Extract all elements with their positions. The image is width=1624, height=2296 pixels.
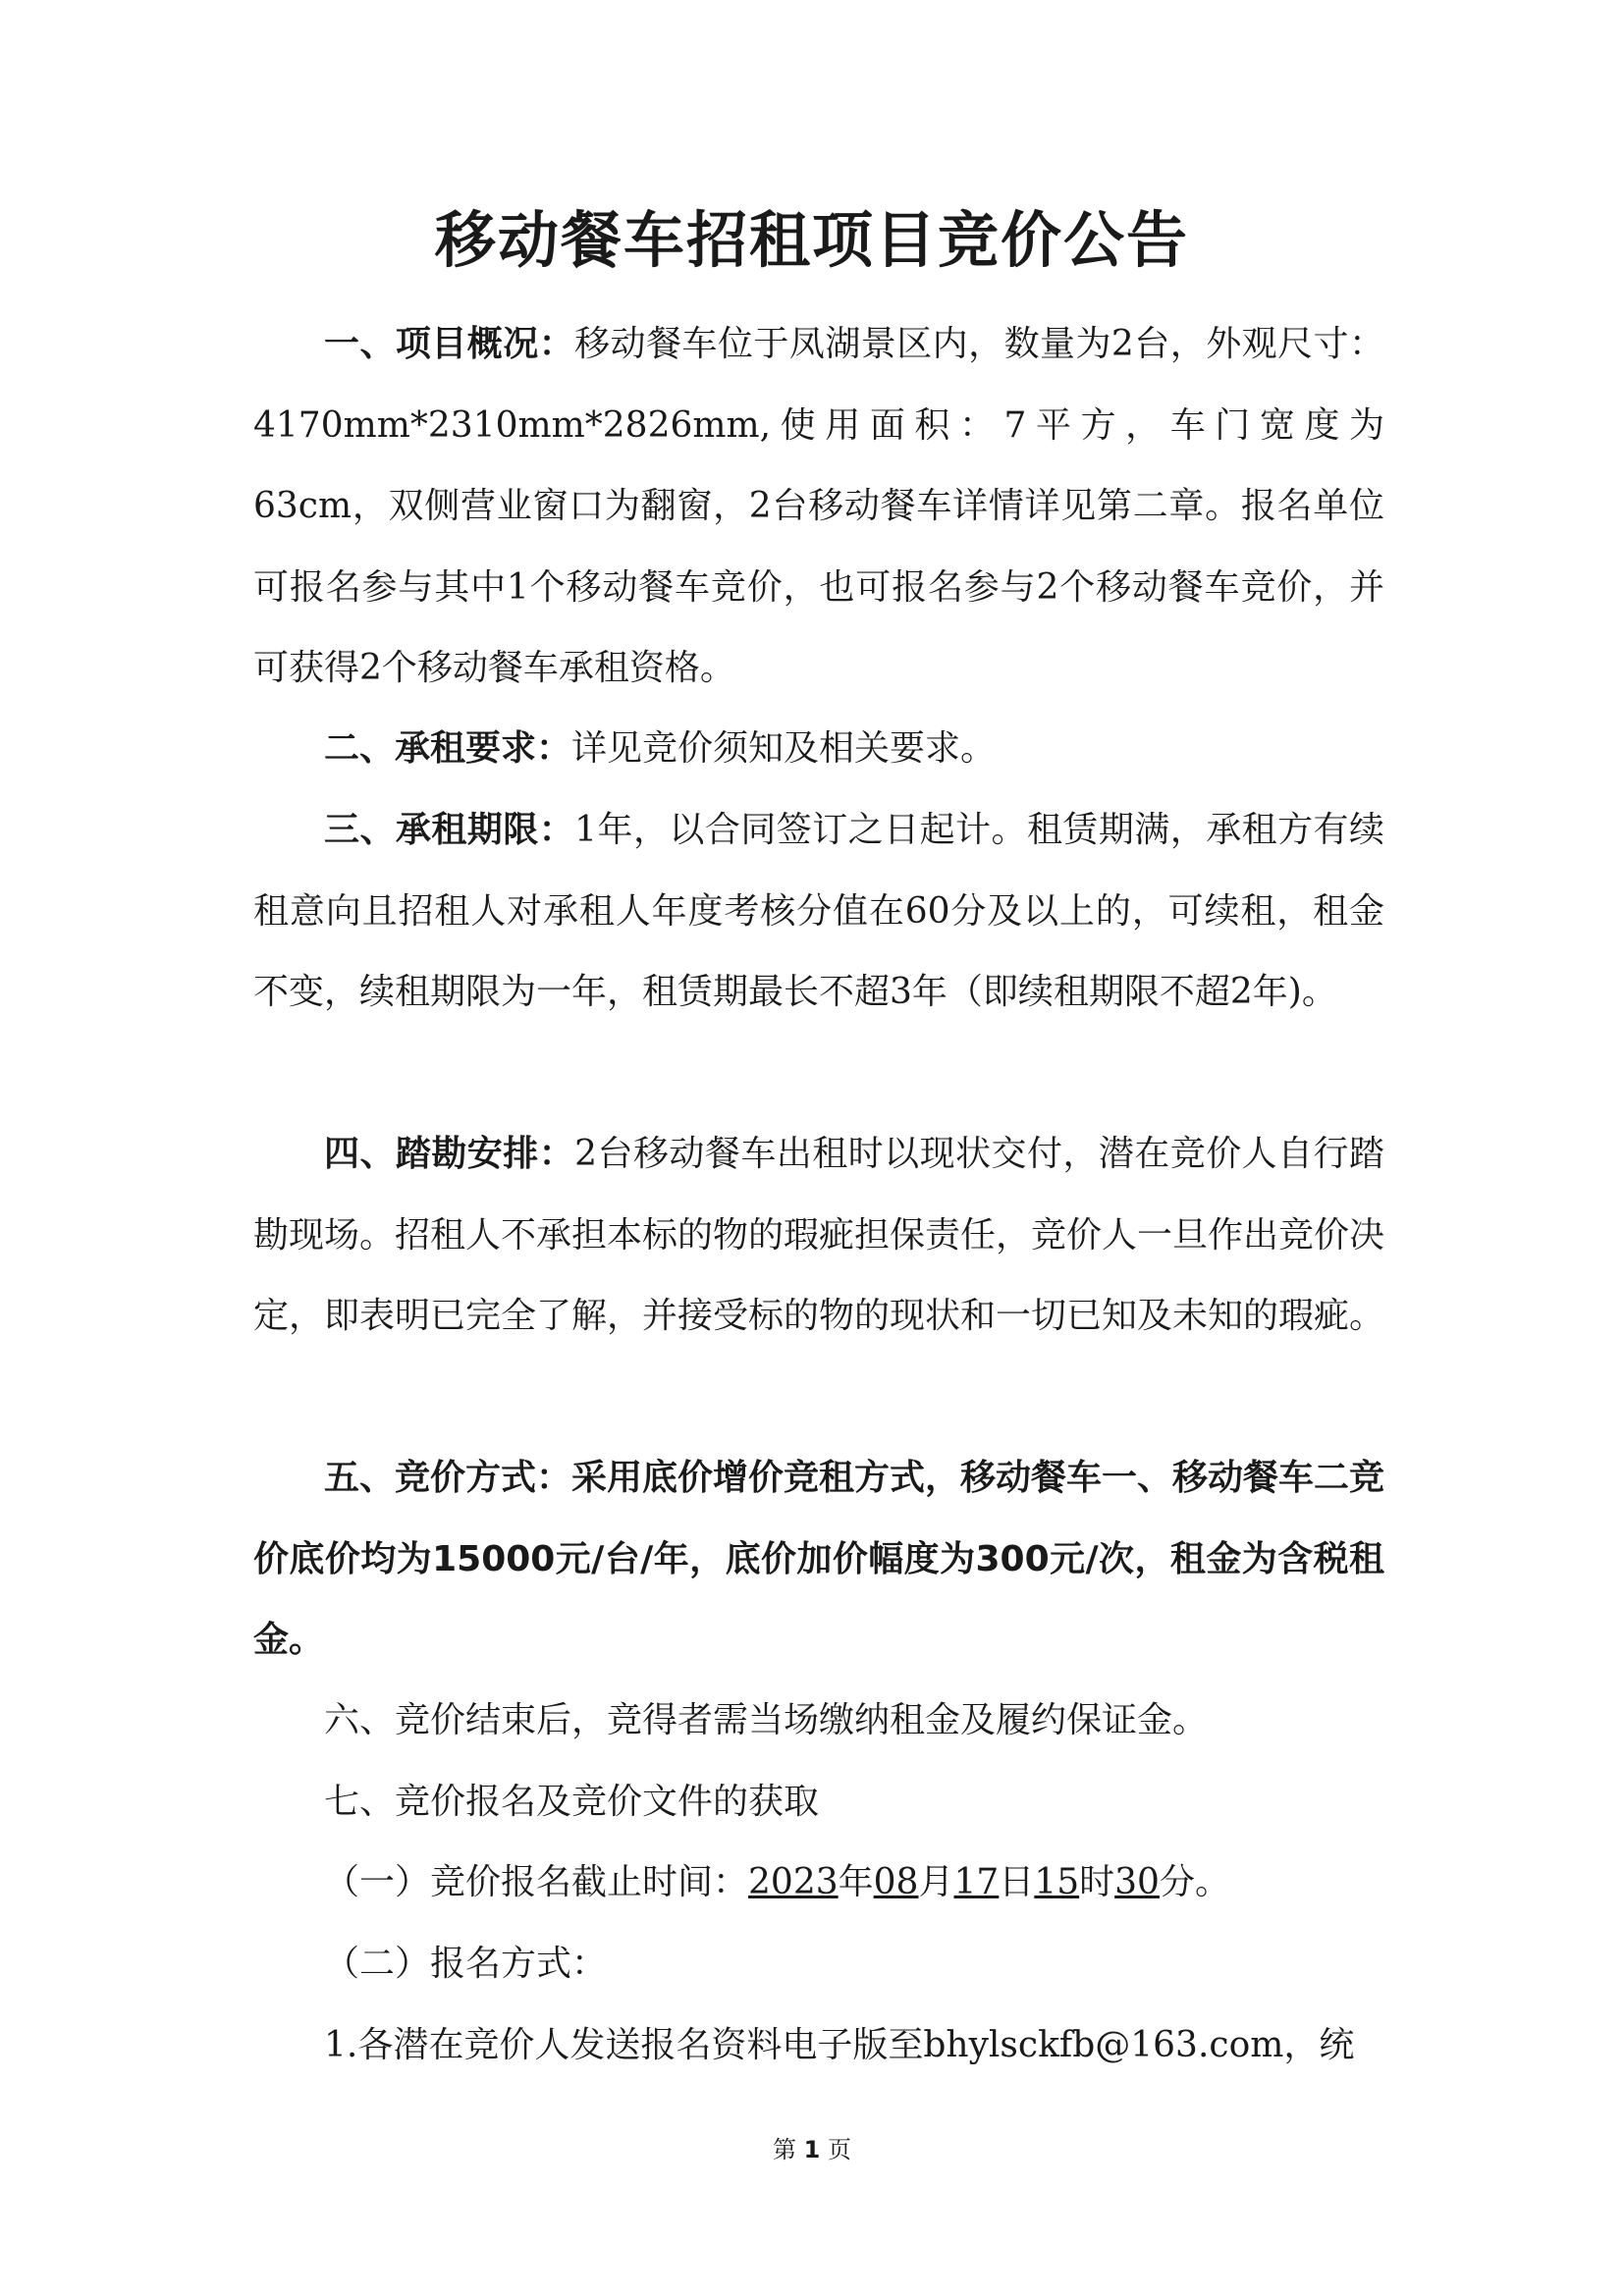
minute-unit: 分。 — [1159, 1862, 1230, 1902]
deadline-day: 17 — [953, 1862, 1000, 1902]
section-project-overview — [253, 304, 1384, 710]
section-after-bidding: 六、竞价结束后，竞得者需当场缴纳租金及履约保证金。 — [324, 1700, 1209, 1740]
section-text: 1年，以合同签订之日起计。租赁期满，承租方有续租意向且招租人对承租人年度考核分值在60分及以上的，可续租，租金不变，续租期限为一年，租赁期最长不超3年（即续租期限不超2年)。 — [253, 810, 1384, 1012]
deadline-prefix: （一）竞价报名截止时间： — [324, 1862, 749, 1902]
section-lease-term — [253, 790, 1384, 1034]
registration-deadline — [253, 1842, 1384, 1924]
deadline-year: 2023 — [748, 1862, 839, 1902]
section-lease-requirements — [253, 709, 1384, 790]
section-text: 移动餐车位于凤湖景区内，数量为2台，外观尺寸：4170mm*2310mm*2826mm,使用面积：7平方，车门宽度为63cm，双侧营业窗口为翻窗，2台移动餐车详情详见第二章。报名单位可报名参与其中1个移动餐车竞价，也可报名参与2个移动餐车竞价，并可获得2个移动餐车承租资格。 — [253, 324, 1384, 688]
year-unit: 年 — [838, 1862, 874, 1902]
page-number-prefix: 第 — [773, 2136, 796, 2163]
deadline-minute: 30 — [1114, 1862, 1160, 1902]
section-heading: 四、踏勘安排： — [324, 1134, 575, 1174]
section-heading: 一、项目概况： — [324, 324, 575, 364]
deadline-month: 08 — [873, 1862, 919, 1902]
month-unit: 月 — [918, 1862, 954, 1902]
section-bidding-method: 五、竞价方式：采用底价增价竞租方式，移动餐车一、移动餐车二竞价底价均为15000元/台/年，底价加价幅度为300元/次，租金为含税租金。 — [253, 1458, 1385, 1660]
section-text: 详见竞价须知及相关要求。 — [571, 728, 997, 769]
page-title: 移动餐车招租项目竞价公告 — [434, 204, 1189, 276]
hour-unit: 时 — [1079, 1862, 1115, 1902]
page-number — [0, 2130, 1624, 2164]
section-heading: 三、承租期限： — [324, 810, 575, 850]
section-site-visit — [253, 1114, 1384, 1358]
page-number-suffix: 页 — [827, 2136, 851, 2163]
section-heading: 二、承租要求： — [324, 728, 572, 769]
registration-method-item-1: 1.各潜在竞价人发送报名资料电子版至bhylsckfb@163.com，统 — [324, 2025, 1355, 2065]
deadline-hour: 15 — [1034, 1862, 1080, 1902]
day-unit: 日 — [999, 1862, 1035, 1902]
section-registration: 七、竞价报名及竞价文件的获取 — [324, 1782, 820, 1822]
section-text: 2台移动餐车出租时以现状交付，潜在竞价人自行踏勘现场。招租人不承担本标的物的瑕疵担保责任，竞价人一旦作出竞价决定，即表明已完全了解，并接受标的物的现状和一切已知及未知的瑕疵。 — [253, 1134, 1385, 1336]
registration-method-heading: （二）报名方式： — [324, 1944, 608, 1984]
page-number-value: 1 — [803, 2136, 821, 2163]
